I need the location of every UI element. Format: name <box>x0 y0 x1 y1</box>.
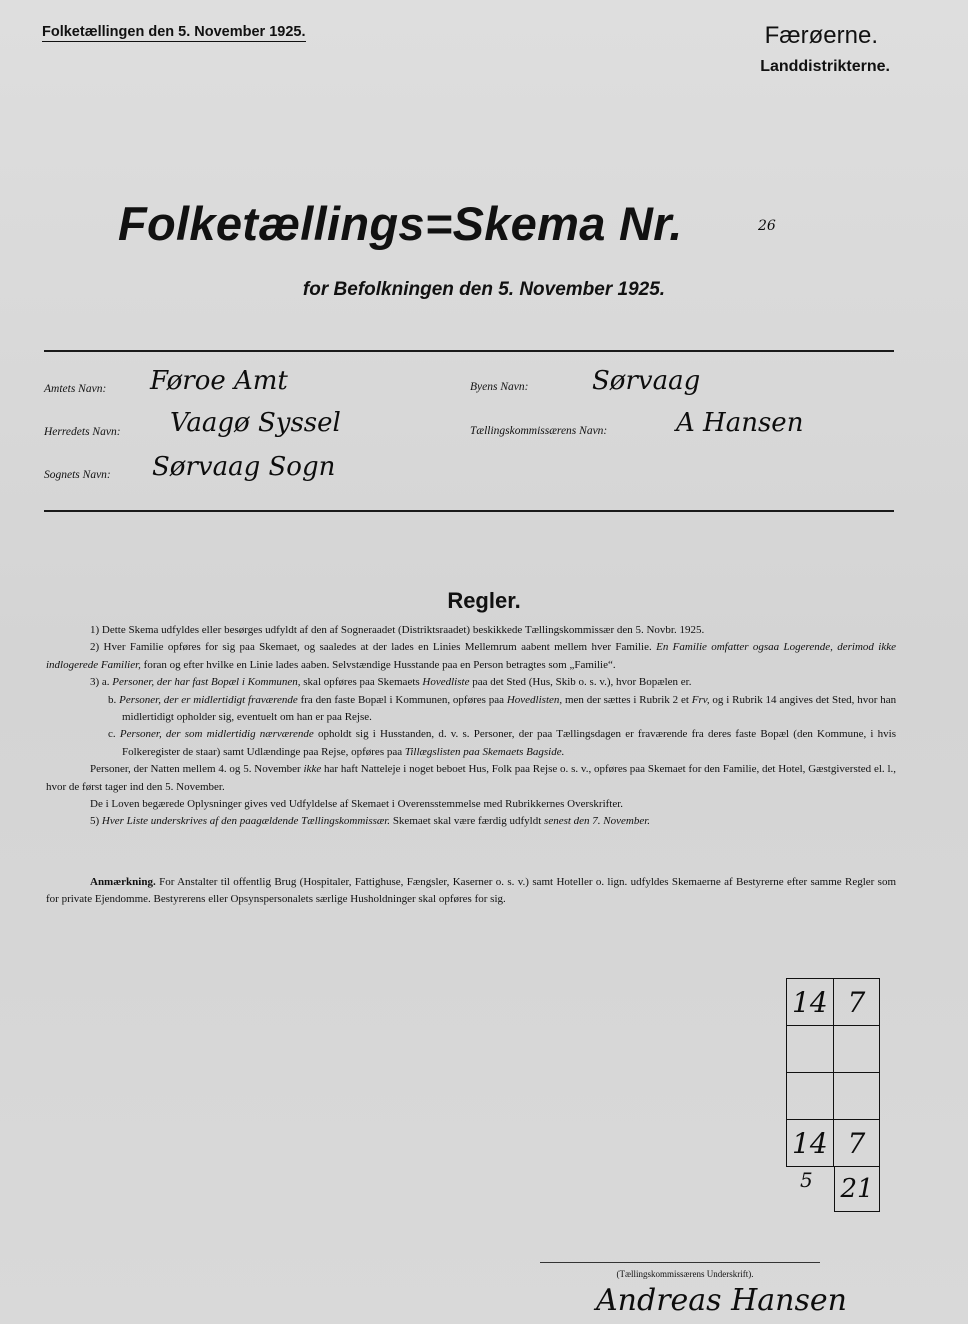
district-header: Landdistrikterne. <box>760 58 890 75</box>
kommissaer-label: Tællingskommissærens Navn: <box>470 425 608 437</box>
tally-row <box>787 1026 880 1073</box>
anmaerkning-note <box>46 874 896 909</box>
regler-title: Regler. <box>447 588 521 613</box>
census-date-header: Folketællingen den 5. November 1925. <box>42 24 306 40</box>
tally-cell <box>833 1073 879 1120</box>
rule-2: 2) Hver Familie opføres for sig paa Skemaet, og saaledes at der lades en Linies Mellemrum aabent mellem hver Familie. En Familie omfatter ogsaa Logerende, derimod ikke indlogerede Familier, foran og efter hvilke en Linie lades aaben. Selvstændige Husstande paa en Person betragtes som „Familie“. <box>46 641 896 671</box>
by-value: Sørvaag <box>592 366 701 396</box>
signature-label: (Tællingskommissærens Underskrift). <box>616 1269 754 1279</box>
tally-cell <box>787 1026 834 1073</box>
kommissaer-value: A Hansen <box>676 408 804 438</box>
form-subtitle: for Befolkningen den 5. November 1925. <box>302 279 666 300</box>
herred-label: Herredets Navn: <box>44 426 121 438</box>
tally-cell: 14 <box>787 1120 834 1167</box>
signature-line <box>540 1262 820 1263</box>
rule-4b: De i Loven begærede Oplysninger gives ved Udfyldelse af Skemaet i Overensstemmelse med Rubrikkernes Overskrifter. <box>90 798 624 811</box>
sogn-value: Sørvaag Sogn <box>152 452 336 482</box>
tally-cell <box>787 1073 834 1120</box>
rule-3a: 3) a. Personer, der har fast Bopæl i Kommunen, skal opføres paa Skemaets Hovedliste paa det Sted (Hus, Skib o. s. v.), hvor Bopælen er. <box>90 676 692 689</box>
amt-label: Amtets Navn: <box>44 383 107 395</box>
rule-4: Personer, der Natten mellem 4. og 5. November ikke har haft Natteleje i noget beboet Hus, Folk paa Rejse o. s. v., opføres paa Skemaet for den Familie, det Hotel, Gæstgiversted el. l., hvor de først tager ind den 5. November. <box>46 763 897 793</box>
rule-3c: c. Personer, der som midlertidig nærværende opholdt sig i Husstanden, d. v. s. Personer, der paa Tællingsdagen er fraværende fra deres faste Bopæl (den Kommune, i hvis Folkeregister de staar) samt Udlændinge paa Rejse, opføres paa Tillægslisten paa Skemaets Bagside. <box>108 728 897 758</box>
note-label: Anmærkning. <box>90 876 156 888</box>
tally-total <box>786 1166 880 1212</box>
note-text: For Anstalter til offentlig Brug (Hospitaler, Fattighuse, Fængsler, Kaserner o. s. v.) samt Hoteller o. lign. udfyldes Skemaerne af Bestyrerne efter samme Regler som for private Ejendomme. Bestyrerens eller Opsynspersonalets særlige Husholdninger skal opføres for sig. <box>46 876 897 906</box>
rule-5: 5) Hver Liste underskrives af den paagældende Tællingskommissær. Skemaet skal være færdig udfyldt senest den 7. November. <box>90 815 651 828</box>
region-header: Færøerne. <box>764 22 878 49</box>
tally-total-left: 5 <box>800 1168 813 1192</box>
tally-row <box>787 1120 880 1167</box>
tally-grid <box>786 978 880 1167</box>
rule-1: 1) Dette Skema udfyldes eller besørges udfyldt af den af Sogneraadet (Distriktsraadet) beskikkede Tællingskommissær den 5. Novbr. 1925. <box>90 624 705 636</box>
sogn-label: Sognets Navn: <box>44 469 111 481</box>
by-label: Byens Navn: <box>470 381 529 393</box>
regler-text <box>46 622 896 831</box>
signature: Andreas Hansen <box>596 1283 847 1318</box>
tally-cell <box>833 1026 879 1073</box>
form-title: Folketællings=Skema Nr. <box>118 197 683 250</box>
tally-cell: 7 <box>833 1120 879 1167</box>
tally-row <box>787 1073 880 1120</box>
rule-3b: b. Personer, der er midlertidigt fraværende fra den faste Bopæl i Kommunen, opføres paa Hovedlisten, men der sættes i Rubrik 2 et Frv, og i Rubrik 14 angives det Sted, hvor han midlertidigt opholder sig, eventuelt om han er paa Rejse. <box>108 693 897 724</box>
tally-row <box>787 979 880 1026</box>
divider-bottom <box>44 510 894 512</box>
tally-cell: 7 <box>833 979 879 1026</box>
divider-top <box>44 350 894 352</box>
tally-cell: 14 <box>787 979 834 1026</box>
form-number: 26 <box>758 218 776 234</box>
herred-value: Vaagø Syssel <box>170 408 341 438</box>
tally-total-right: 21 <box>834 1166 880 1212</box>
amt-value: Føroe Amt <box>150 366 288 396</box>
